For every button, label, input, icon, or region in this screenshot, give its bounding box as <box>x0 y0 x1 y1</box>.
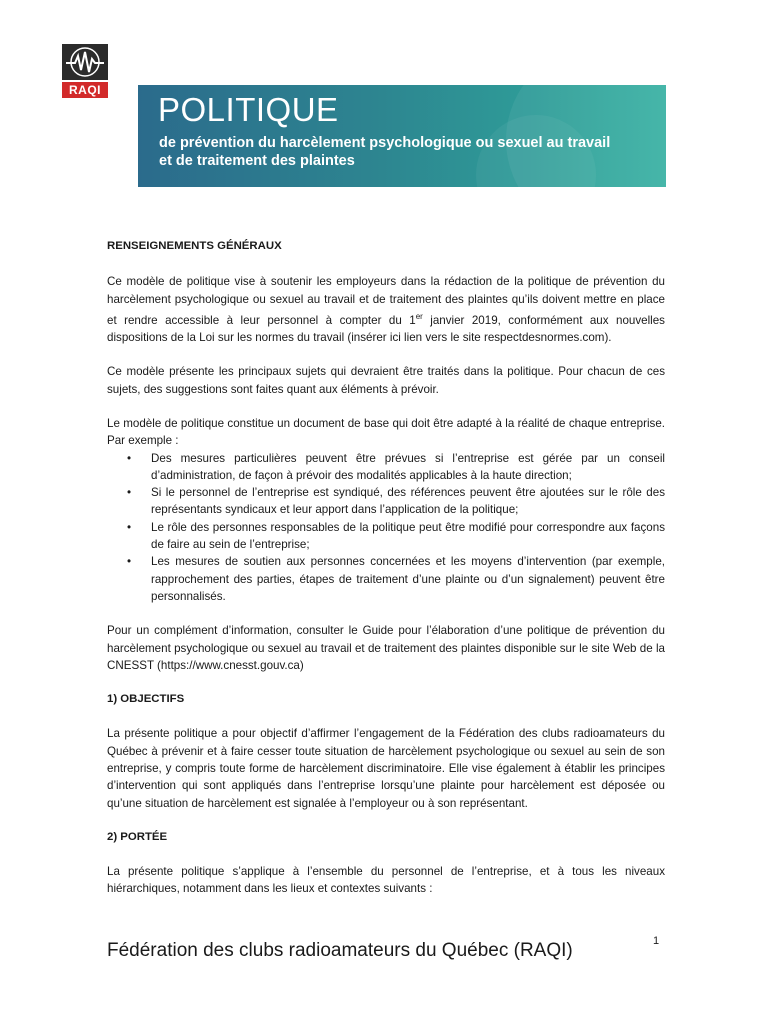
bullet-list <box>107 450 665 606</box>
banner-subtitle-line: de prévention du harcèlement psychologique ou sexuel au travail <box>159 135 611 151</box>
document-body <box>107 238 665 898</box>
page-number: 1 <box>653 935 660 947</box>
paragraph: La présente politique s’applique à l’ensemble du personnel de l’entreprise, et à tous les niveaux hiérarchiques, notamment dans les lieux et contextes suivants : <box>107 865 665 896</box>
list-item: • Des mesures particulières peuvent être prévues si l’entreprise est gérée par un conseil d’administration, de façon à prévoir des modalités applicables à la haute direction; <box>107 450 665 485</box>
section-heading: 2) PORTÉE <box>107 830 168 843</box>
radio-wave-icon <box>62 44 108 80</box>
superscript: er <box>415 311 423 321</box>
section-heading: RENSEIGNEMENTS GÉNÉRAUX <box>107 240 282 252</box>
paragraph: Ce modèle présente les principaux sujets qui devraient être traités dans la politique. Pour chacun de ces sujets, des suggestions sont faites quant aux éléments à prévoir. <box>107 365 665 396</box>
list-item: • Si le personnel de l’entreprise est syndiqué, des références peuvent être ajoutées sur le rôle des représentants syndicaux et leur apport dans l’application de la politique; <box>107 484 665 519</box>
paragraph: La présente politique a pour objectif d’affirmer l’engagement de la Fédération des clubs radioamateurs du Québec à prévenir et à faire cesser toute situation de harcèlement psychologique ou sexuel au sein de son entreprise, y compris toute forme de harcèlement discriminatoire. Elle vise également à établir les principes d’intervention qui sont appliqués dans l’entreprise lorsqu’une plainte pour harcèlement est déposée ou qu’une situation de harcèlement est signalée à l’employeur ou à son représentant. <box>107 727 665 810</box>
section-heading: 1) OBJECTIFS <box>107 693 185 706</box>
list-item: • Le rôle des personnes responsables de la politique peut être modifié pour correspondre aux façons de faire au sein de l’entreprise; <box>107 519 665 554</box>
raqi-logo <box>62 44 108 98</box>
paragraph <box>107 273 665 346</box>
list-item: • Les mesures de soutien aux personnes concernées et les moyens d’intervention (par exemple, rapprochement des parties, étapes de traitement d’une plainte ou d’un signalement) peuvent être personnalisés. <box>107 553 665 605</box>
footer-text: Fédération des clubs radioamateurs du Québec (RAQI) <box>107 940 573 961</box>
paragraph-text: janvier 2019, conformément aux nouvelles dispositions de la Loi sur les normes du travail (insérer ici lien vers le site respectdesnormes.com). <box>107 313 665 345</box>
banner-subtitle <box>159 134 659 170</box>
title-banner <box>138 85 666 187</box>
logo-text: RAQI <box>62 82 108 98</box>
paragraph-text: Ce modèle de politique vise à soutenir les employeurs dans la rédaction de la politique de prévention du harcèlement psychologique ou sexuel au travail et de traitement des plaintes qu’ils doivent mettre en place et rendre accessible à leur personnel à compter du 1 <box>107 275 665 327</box>
banner-title: POLITIQUE <box>158 91 339 128</box>
banner-subtitle-line: et de traitement des plaintes <box>159 153 355 169</box>
paragraph: Le modèle de politique constitue un document de base qui doit être adapté à la réalité de chaque entreprise. Par exemple : <box>107 416 665 448</box>
paragraph: Pour un complément d’information, consulter le Guide pour l’élaboration d’une politique de prévention du harcèlement psychologique ou sexuel au travail et de traitement des plaintes disponible sur le site Web de la CNESST (https://www.cnesst.gouv.ca) <box>107 624 665 672</box>
